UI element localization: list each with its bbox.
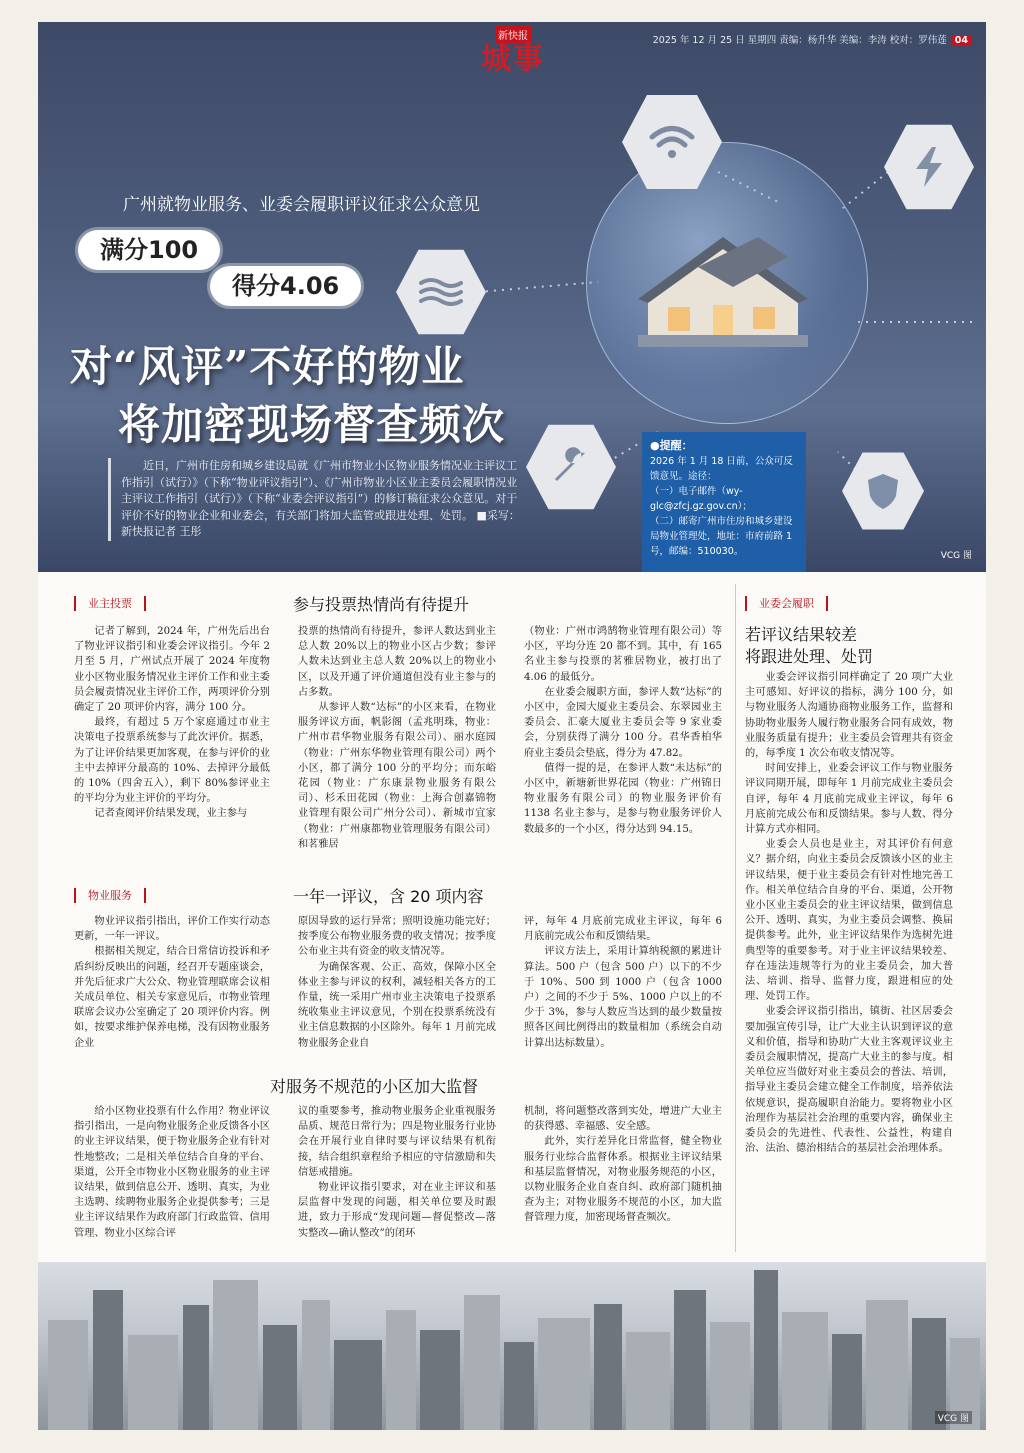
paragraph: 记者了解到，2024 年，广州先后出台了物业评议指引和业委会评议指引。今年 2 月至 5 月，广州试点开展了 2024 年度物业小区物业服务情况业主评价工作和业主委员会履责情况业主评价工作，两项评价分别确定了 20 项评价内容，满分 100 分。 — [74, 626, 270, 714]
reminder-line-3: （二）邮寄广州市住房和城乡建设局物业管理处，地址：市府前路 1 号，邮编：510030。 — [650, 516, 793, 557]
section-tag-voting: 业主投票 — [74, 596, 146, 611]
article-col-1-2 — [298, 624, 496, 872]
issue-meta-line: 2025 年 12 月 25 日 星期四 责编：杨升华 美编：李涛 校对：罗伟莲 — [652, 35, 947, 46]
lead-text: 近日，广州市住房和城乡建设局就《广州市物业小区物业服务情况业主评议工作指引（试行）》（下称“物业评议指引”）、《广州市物业小区业主委员会履职情况业主评议工作指引（试行）》（下称“业委会评议指引”）的修订稿征求公众意见。对于评价不好的物业企业和业委会，有关部门将加大监管或跟进处理、处罚。 — [121, 459, 518, 522]
reporter-byline: ■采写：新快报记者 王彤 — [121, 508, 520, 538]
section-head-committee-line-1: 若评议结果较差 — [745, 625, 858, 644]
paragraph: 在业委会履职方面，参评人数“达标”的小区中，金园大厦业主委员会、东翠园业主委员会、汇豪大厦业主委员会等 9 家业委会，分别获得了满分 100 分。君华香柏华府业主委员会垫底，得分为 47.82。 — [524, 686, 722, 759]
paragraph: 业委会评议指引指出，镇街、社区居委会要加强宣传引导，让广大业主认识到评议的意义和价值，指导和协助广大业主客观评议业主委员会履职情况，提高广大业主的参与度。相关单位应当做好对业主委员会的普法、培训，指导业主委员会建立健全工作制度，培养依法依规意识，提高履职自治能力。要将物业小区治理作为基层社会治理的重要内容，确保业主委员会的先进性、代表性、公益性，构建自治、法治、德治相结合的基层社会治理体系。 — [745, 1006, 953, 1155]
paragraph: 机制，将问题整改落到实处，增进广大业主的获得感、幸福感、安全感。 — [524, 1106, 722, 1133]
score-full-pill: 满分100 — [78, 230, 220, 270]
wifi-icon — [647, 122, 697, 162]
paragraph: 记者查阅评价结果发现，业主参与 — [94, 808, 248, 820]
hero-banner — [38, 22, 986, 572]
paragraph: 时间安排上，业委会评议工作与物业服务评议同期开展，即每年 1 月前完成业主委员会自评，每年 4 月底前完成业主评议，每年 6 月底前完成公布和反馈结果。参与人数、得分计算方式亦相同。 — [745, 763, 953, 836]
article-col-2-3 — [524, 914, 722, 1062]
masthead-paper-name: 新快报 — [495, 26, 531, 43]
hero-photo-credit: VCG 图 — [940, 551, 972, 561]
lightning-icon — [912, 147, 946, 187]
paragraph: 给小区物业投票有什么作用？物业评议指引指出，一是向物业服务企业反馈各小区的业主评议结果，便于物业服务企业有针对性地整改；二是相关单位结合自身的平台、渠道，公开全市物业小区物业服务的业主评议结果，做到信息公开、透明、真实，为业主选聘、续聘物业服务企业提供参考；三是业主评议结果作为政府部门行政监管、信用管理、物业小区综合评 — [74, 1106, 270, 1239]
paragraph: 业委会人员也是业主，对其评价有何意义？据介绍，向业主委员会反馈该小区的业主评议结果，便于业主委员会有针对性地完善工作。相关单位结合自身的平台、渠道，公开物业小区业主委员会的业主评议结果，做到信息公开、透明、真实，为业主委员会调整、换届提供参考。此外，业主评议结果作为选树先进典型等的重要参考。对于业主评议结果较差、存在违法违规等行为的业主委员会，加大普法、培训、指导、监督力度，跟进相应的处理、处罚工作。 — [745, 839, 953, 1003]
paragraph: 业委会评议指引同样确定了 20 项广大业主可感知、好评议的指标，满分 100 分，如与物业服务人沟通协商物业服务工作，监督和协助物业服务人履行物业服务合同有成效，物业服务质量有提升；业主委员会管理共有资金的，每季度 1 次公布收支情况等。 — [745, 672, 953, 760]
paragraph: 投票的热情尚有待提升，参评人数达到业主总人数 20%以上的物业小区占少数；参评人数未达到业主总人数 20%以上的物业小区，以及开通了评价通道但没有业主参与的占多数。 — [298, 626, 496, 698]
section-head-committee-line-2: 将跟进处理、处罚 — [745, 647, 874, 666]
section-tag-committee: 业委会履职 — [745, 596, 828, 611]
lead-paragraph — [108, 458, 521, 541]
paragraph: 评议方法上，采用计算纳税额的累进计算法。500 户（包含 500 户）以下的不少于 10%、500 到 1000 户（包含 1000 户）之间的不少于 5%、1000 户以上的不少于 3%，参与人数应当达到的最少数量按照各区间比例得出的数量相加（系统会自动计算出达标数量）。 — [524, 946, 722, 1049]
article-col-1-1 — [74, 624, 270, 872]
paragraph: 为确保客观、公正、高效，保障小区全体业主参与评议的权利，减轻相关各方的工作量，统一采用广州市业主决策电子投票系统收集业主评议意见，个别在投票系统没有业主信息数据的小区除外。每年 1 月前完成物业服务企业自 — [298, 961, 496, 1049]
house-icon — [638, 227, 808, 347]
headline-line-2: 将加密现场督查频次 — [118, 400, 506, 449]
score-got-pill: 得分4.06 — [210, 266, 361, 306]
reminder-box — [642, 432, 806, 572]
article-col-2-2 — [298, 914, 496, 1062]
waves-icon — [419, 277, 463, 307]
paragraph: 评，每年 4 月底前完成业主评议，每年 6 月底前完成公布和反馈结果。 — [524, 916, 722, 943]
paragraph: 物业评议指引要求，对在业主评议和基层监督中发现的问题，相关单位要及时跟进，致力于形成“发现问题—督促整改—落实整改—确认整改”的闭环 — [298, 1182, 496, 1239]
city-skyline-photo — [38, 1262, 986, 1430]
paragraph: 物业评议指引指出，评价工作实行动态更新，一年一评议。 — [74, 916, 270, 943]
paragraph: 根据相关规定，结合日常信访投诉和矛盾纠纷反映出的问题，经召开专题座谈会，并先后征求广大公众、物业管理联席会议相关成员单位、相关专家意见后，市物业管理联席会议办公室确定了 20 项评价内容。例如，按要求维护保养电梯，没有因物业服务企业 — [74, 946, 270, 1049]
paragraph: 从参评人数“达标”的小区来看，在物业服务评议方面，帆影阁（孟兆明珠，物业：广州市君华物业服务有限公司）、丽水庭园（物业：广州东华物业管理有限公司）两个小区，都了满分 100 分的平均分；而东峪花园（物业：广东康景物业服务有限公司）、杉禾田花园（物业：上海合创嘉锦物业管理有限公司广州分公司）、新城市宜家（物业：广州康都物业管理服务有限公司）和茗雅居 — [298, 702, 496, 850]
article-col-right — [745, 670, 953, 1256]
article-col-3-1 — [74, 1104, 270, 1262]
article-col-3-2 — [298, 1104, 496, 1262]
paragraph: 原因导致的运行异常；照明设施功能完好；按季度公布物业服务费的收支情况；按季度公布业主共有资金的收支情况等。 — [298, 916, 496, 958]
hero-subtitle: 广州就物业服务、业委会履职评议征求公众意见 — [123, 195, 480, 215]
bottom-photo-credit: VCG 图 — [935, 1411, 972, 1424]
reminder-line-1: 2026 年 1 月 18 日前，公众可反馈意见。途径： — [650, 456, 793, 482]
headline-line-1: 对“风评”不好的物业 — [70, 342, 465, 391]
reminder-title: ●提醒： — [650, 439, 693, 452]
article-col-1-3 — [524, 624, 722, 872]
section-tag-property-service: 物业服务 — [74, 888, 146, 903]
paragraph: 议的重要参考，推动物业服务企业重视服务品质、规范日常行为；四是物业服务行业协会在开展行业自律时要与评议结果有机衔接，结合组织章程给予相应的守信激励和失信惩戒措施。 — [298, 1106, 496, 1178]
paragraph: 值得一提的是，在参评人数“未达标”的小区中，新塘新世界花园（物业：广州锦日物业服务有限公司）的物业服务评价有 1138 名业主参与，是参与物业服务评价人数最多的一个小区，得分达到 94.15。 — [524, 762, 722, 835]
paragraph: （物业：广州市鸿鹄物业管理有限公司）等小区，平均分连 20 都不到。其中，有 165 名业主参与投票的茗雅居物业，被打出了 4.06 的最低分。 — [524, 626, 722, 683]
paragraph: 最终，有超过 5 万个家庭通过市业主决策电子投票系统参与了此次评价。据悉，为了让评价结果更加客观，在参与评价的业主中去掉评分最高的 10%、去掉评分最低的 10%（四舍五入），剩下 80%参评业主的平均分为业主评价的平均分。 — [74, 717, 270, 805]
shield-icon — [866, 472, 900, 510]
column-divider — [735, 584, 736, 1252]
paragraph: 此外，实行差异化日常监督，健全物业服务行业综合监督体系。根据业主评议结果和基层监督情况，对物业服务规范的小区，以物业服务企业自查自纠、政府部门随机抽查为主；对物业服务不规范的小区，加大监督管理力度，加密现场督查频次。 — [524, 1136, 722, 1224]
section-head-voting: 参与投票热情尚有待提升 — [293, 595, 470, 614]
section-head-committee — [745, 624, 873, 668]
masthead-section-title: 城事 — [481, 42, 545, 77]
article-col-3-3 — [524, 1104, 722, 1262]
section-head-supervision: 对服务不规范的小区加大监督 — [270, 1077, 479, 1096]
page-number: 04 — [951, 35, 972, 46]
reminder-line-2: （一）电子邮件（wy-glc@zfcj.gz.gov.cn）； — [650, 486, 752, 512]
wrench-icon — [551, 447, 591, 487]
article-col-2-1 — [74, 914, 270, 1062]
newspaper-page — [38, 22, 986, 1430]
section-head-annual-review: 一年一评议，含 20 项内容 — [293, 887, 484, 906]
